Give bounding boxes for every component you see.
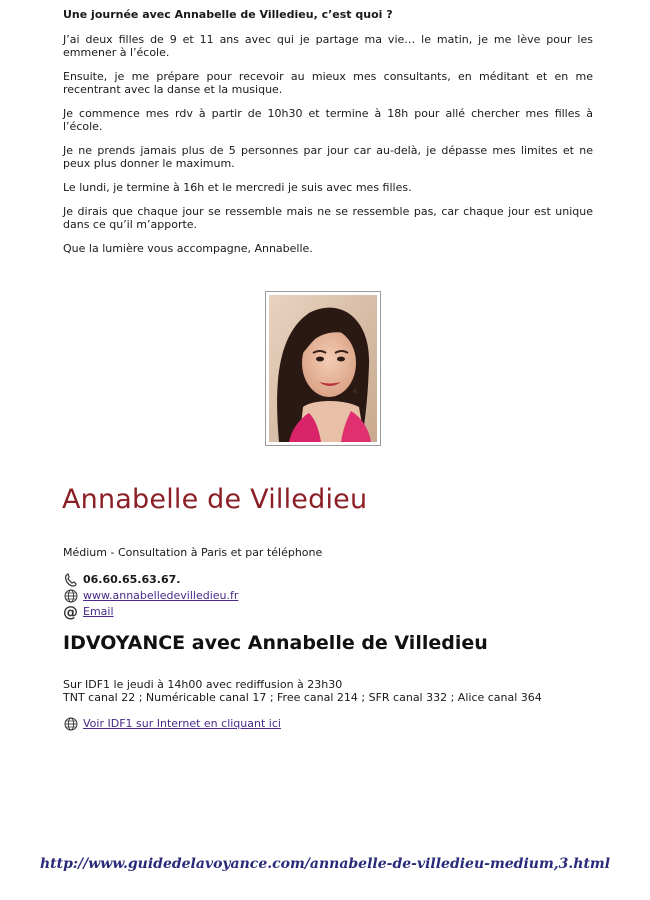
article-heading: Une journée avec Annabelle de Villedieu, c’est quoi ? — [63, 8, 393, 21]
article-paragraph: Le lundi, je termine à 16h et le mercredi je suis avec mes filles. — [63, 181, 412, 194]
phone-row — [63, 572, 180, 587]
phone-icon — [63, 572, 78, 587]
source-url: http://www.guidedelavoyance.com/annabelle-de-villedieu-medium,3.html — [39, 856, 611, 872]
tv-schedule: Sur IDF1 le jeudi à 14h00 avec rediffusion à 23h30 — [63, 678, 343, 691]
portrait-photo — [265, 291, 381, 446]
website-link[interactable]: www.annabelledevilledieu.fr — [83, 589, 239, 602]
email-link[interactable]: Email — [83, 605, 114, 618]
email-row — [63, 604, 114, 619]
article-paragraph: Que la lumière vous accompagne, Annabelle. — [63, 242, 313, 255]
article-paragraph: Je ne prends jamais plus de 5 personnes par jour car au-delà, je dépasse mes limites et ne peux plus donner le maximum. — [63, 144, 593, 170]
article — [63, 8, 593, 266]
at-icon: @ — [63, 602, 78, 621]
website-row — [63, 588, 238, 603]
globe-icon — [63, 588, 78, 603]
article-paragraph: Je dirais que chaque jour se ressemble mais ne se ressemble pas, car chaque jour est unique dans ce qu’il m’apporte. — [63, 205, 593, 231]
globe-icon — [63, 716, 78, 731]
idf1-link[interactable]: Voir IDF1 sur Internet en cliquant ici — [83, 717, 281, 730]
phone-number: 06.60.65.63.67. — [83, 573, 181, 586]
tv-channels: TNT canal 22 ; Numéricable canal 17 ; Free canal 214 ; SFR canal 332 ; Alice canal 364 — [63, 691, 542, 704]
article-paragraph: Ensuite, je me prépare pour recevoir au mieux mes consultants, en méditant et en me recentrant avec la danse et la musique. — [63, 70, 593, 96]
article-paragraph: J’ai deux filles de 9 et 11 ans avec qui je partage ma vie… le matin, je me lève pour les emmener à l’école. — [63, 33, 593, 59]
idf1-link-row — [63, 716, 281, 731]
signature-name: Annabelle de Villedieu — [62, 484, 368, 515]
portrait-image — [269, 295, 377, 442]
article-paragraph: Je commence mes rdv à partir de 10h30 et termine à 18h pour allé chercher mes filles à l’école. — [63, 107, 593, 133]
tv-show-title: IDVOYANCE avec Annabelle de Villedieu — [63, 632, 488, 654]
profile-subtitle: Médium - Consultation à Paris et par téléphone — [63, 546, 323, 559]
